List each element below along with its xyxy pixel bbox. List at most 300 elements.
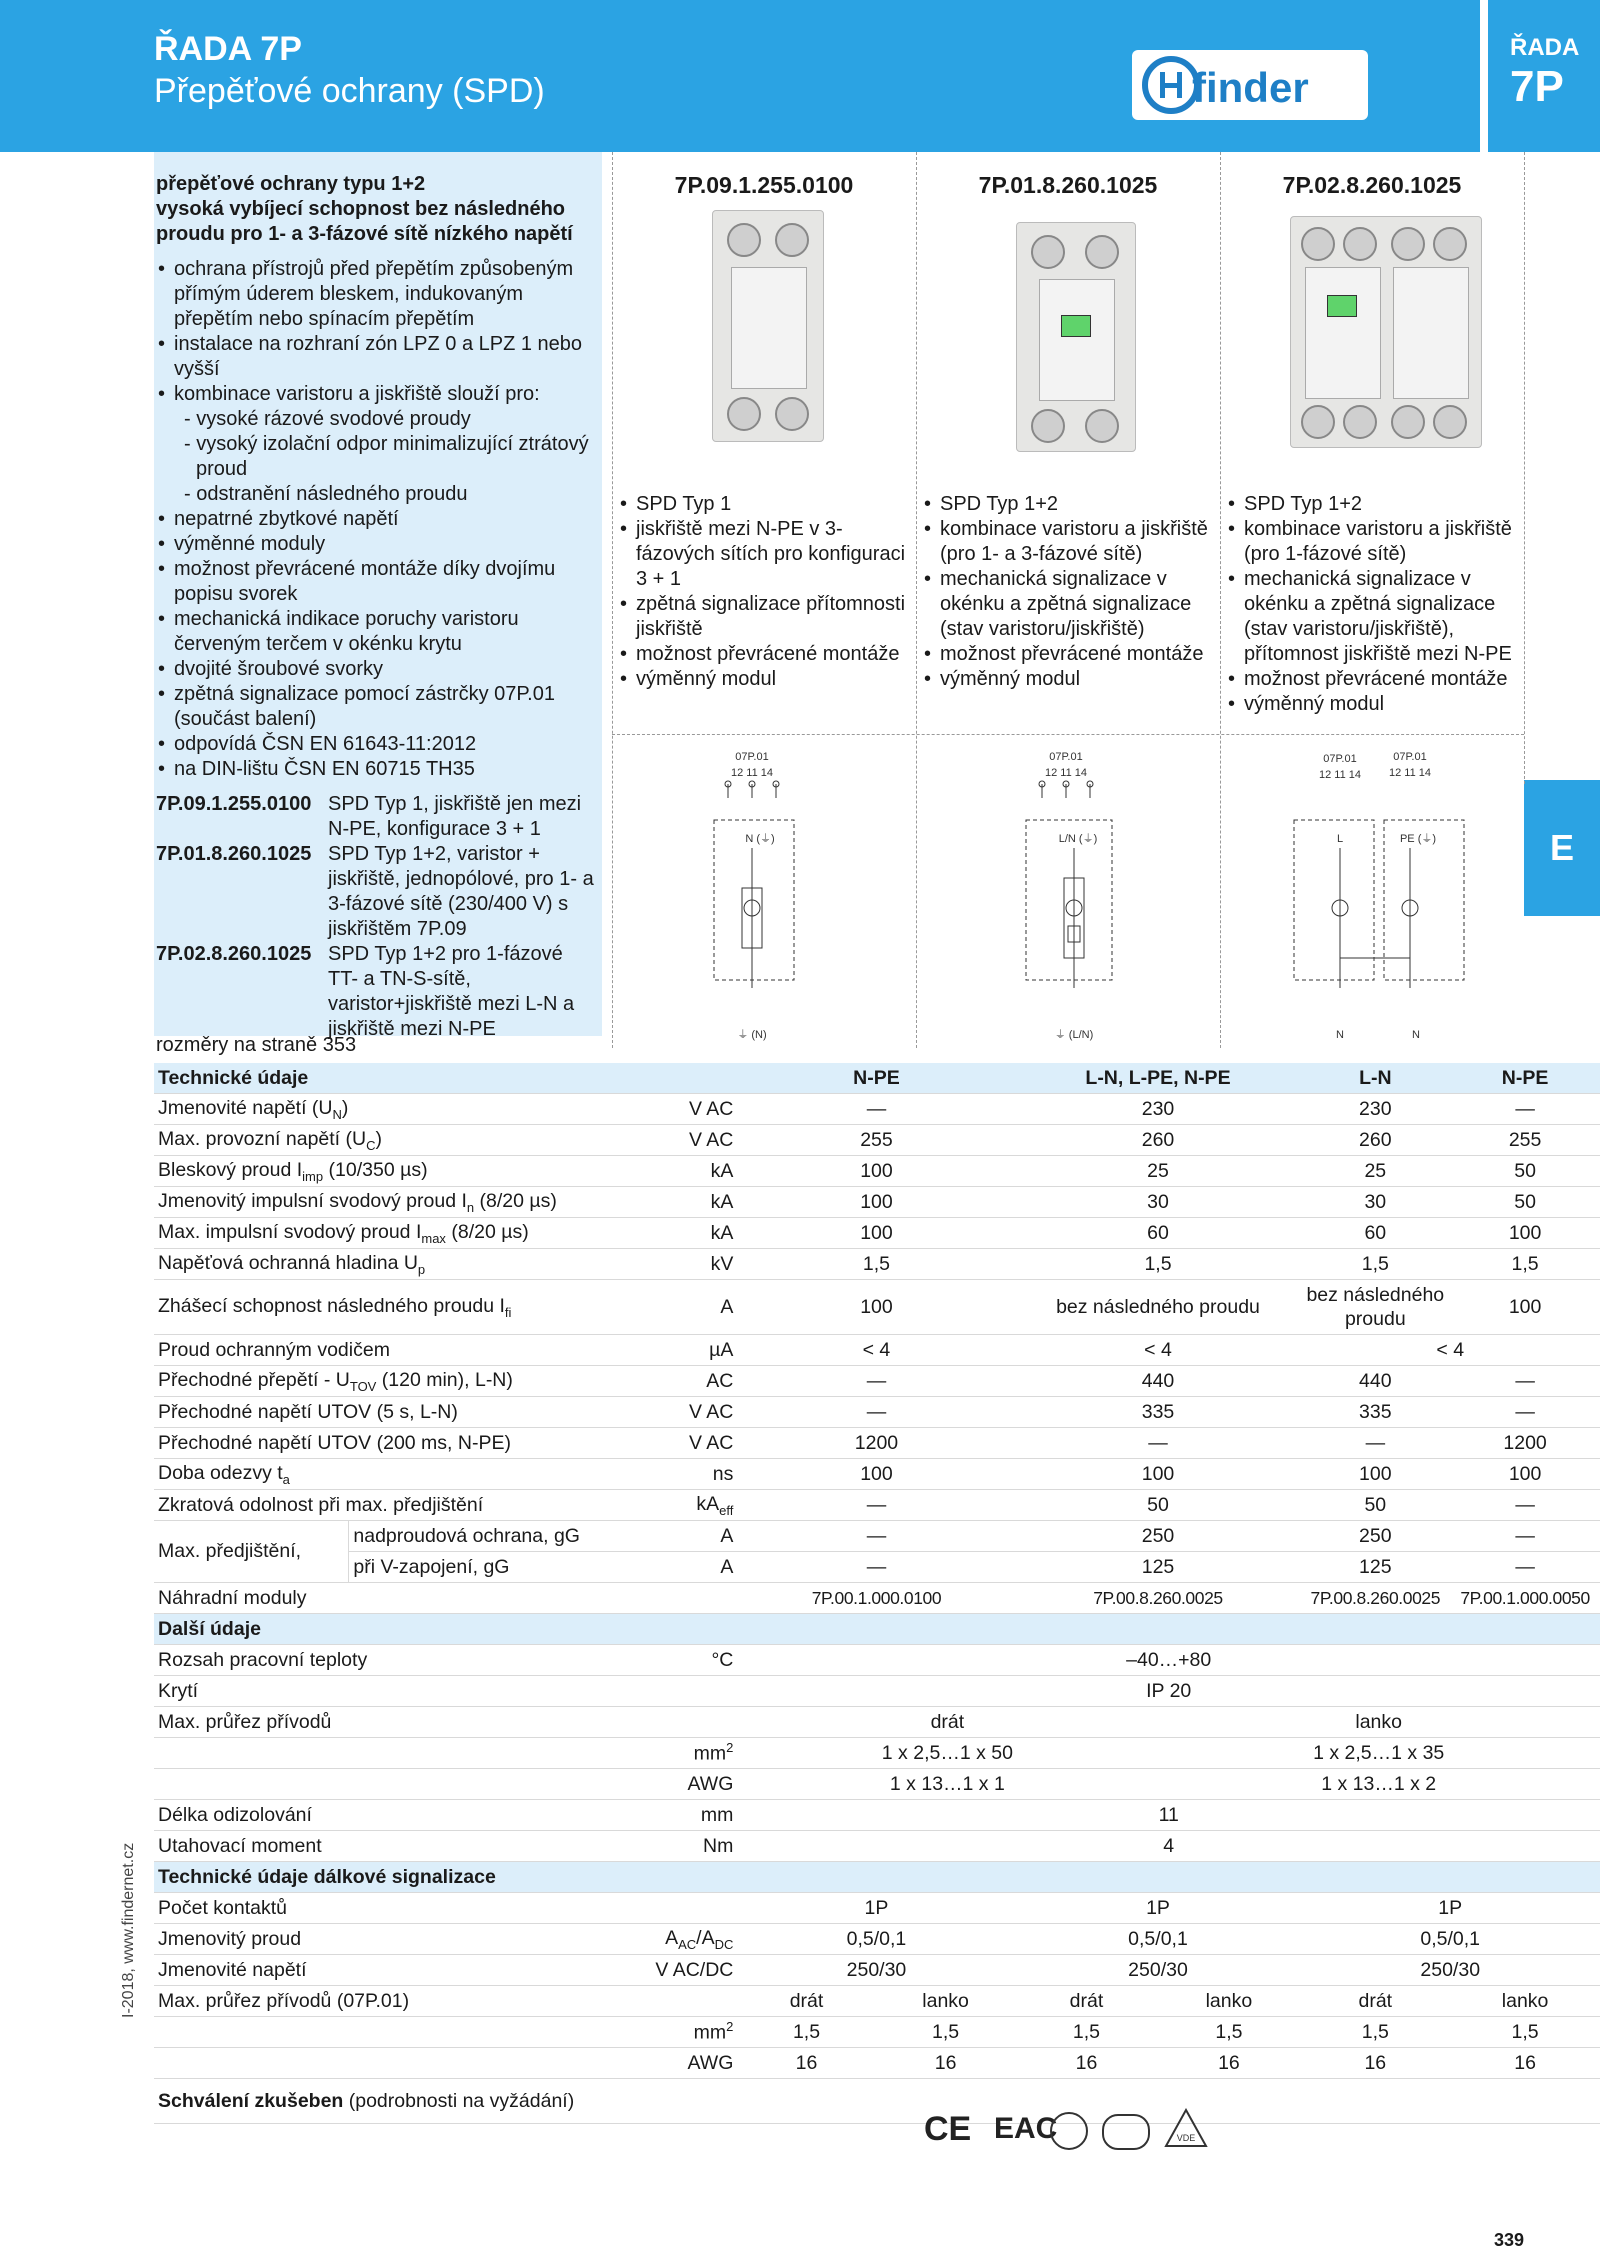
cell: 1,5 (1016, 1249, 1301, 1280)
row-unit: V AC (597, 1428, 737, 1459)
terminal-top-label: N (⏚) (745, 833, 775, 845)
contact-labels: 12 11 14 (730, 767, 774, 779)
cell: 11 (737, 1800, 1600, 1831)
product-desc: SPD Typ 1+2 pro 1-fázové TT- a TN-S-sítě, varistor+jiskřiště mezi L-N a jiskřiště mezi N-PE (328, 943, 575, 1040)
screw-icon (1085, 235, 1119, 269)
screw-icon (1031, 409, 1065, 443)
photo-label (1305, 267, 1381, 399)
cell: 250/30 (1016, 1955, 1301, 1986)
cell: 1,5 (1450, 2017, 1600, 2048)
cell: lanko (1157, 1707, 1600, 1738)
contact-labels: 12 11 14 (1044, 767, 1088, 779)
status-window-icon (1327, 295, 1357, 317)
cell: 1P (1016, 1893, 1301, 1924)
spec-row (154, 1552, 1600, 1583)
header-divider (1480, 0, 1488, 152)
plug-label: 07P.01 (1049, 751, 1083, 763)
cell: 100 (737, 1218, 1015, 1249)
row-unit: V AC (597, 1397, 737, 1428)
row-label: Max. předjištění, (154, 1521, 349, 1583)
cell: bez následného proudu (1300, 1280, 1450, 1335)
spec-row (154, 1490, 1600, 1521)
screw-icon (1301, 405, 1335, 439)
row-unit: V AC/DC (597, 1955, 737, 1986)
svg-text:VDE: VDE (1176, 2133, 1196, 2143)
row-unit: A (597, 1280, 737, 1335)
row-label: Utahovací moment (154, 1831, 597, 1862)
brand-name: finder (1192, 64, 1309, 111)
column-divider (916, 152, 917, 1048)
row-label: Rozsah pracovní teploty (154, 1645, 597, 1676)
terminal-bottom-label: N (1336, 1029, 1344, 1041)
row-label: Max. průřez přívodů (07P.01) (154, 1986, 737, 2017)
screw-icon (1085, 409, 1119, 443)
row-sublabel: nadproudová ochrana, gG (349, 1521, 597, 1552)
row-unit: kA (597, 1156, 737, 1187)
row-unit: µA (597, 1335, 737, 1366)
cell: — (1016, 1428, 1301, 1459)
vde-mark-icon (1164, 2108, 1208, 2148)
screw-icon (1391, 227, 1425, 261)
cell: 7P.00.8.260.0025 (1016, 1583, 1301, 1614)
spec-header-row (154, 1862, 1600, 1893)
cell: 100 (1016, 1459, 1301, 1490)
spec-row (154, 1249, 1600, 1280)
cell: 25 (1016, 1156, 1301, 1187)
row-label: Počet kontaktů (154, 1893, 737, 1924)
intro-bullet: • možnost převrácené montáže díky dvojímu popisu svorek (156, 557, 596, 607)
intro-bullet: • dvojité šroubové svorky (156, 657, 596, 682)
intro-bullet: • nepatrné zbytkové napětí (156, 507, 596, 532)
spec-row (154, 1428, 1600, 1459)
row-unit: $mm^2$ (597, 1738, 737, 1769)
cell: 1200 (1450, 1428, 1600, 1459)
cell: 1,5 (876, 2017, 1016, 2048)
intro-bullet: • instalace na rozhraní zón LPZ 0 a LPZ 1 nebo vyšší (156, 332, 596, 382)
photo-label (1393, 267, 1469, 399)
intro-product (156, 942, 596, 1042)
spec-row (154, 1366, 1600, 1397)
cell: 1,5 (1300, 1249, 1450, 1280)
photo-label (1039, 279, 1115, 401)
screw-icon (1343, 405, 1377, 439)
spec-row (154, 1094, 1600, 1125)
spec-row (154, 1156, 1600, 1187)
row-unit: AWG (597, 2048, 737, 2079)
feature-item: • mechanická signalizace v okénku a zpětná signalizace (stav varistoru/jiskřiště) (922, 567, 1218, 642)
row-label: Náhradní moduly (154, 1583, 737, 1614)
column-divider (612, 152, 613, 1048)
eac-mark-icon: EAC (994, 2112, 1058, 2145)
cell: — (1450, 1094, 1600, 1125)
product-desc: SPD Typ 1+2, varistor + jiskřiště, jednopólové, pro 1- a 3-fázové sítě (230/400 V) s jiskřištěm 7P.09 (328, 843, 594, 940)
spec-row (154, 1955, 1600, 1986)
column-divider (1524, 152, 1525, 784)
wiring-diagram-col3 (1280, 748, 1480, 1048)
cell: 250 (1300, 1521, 1450, 1552)
row-unit: ns (597, 1459, 737, 1490)
features-col3 (1226, 492, 1522, 717)
spec-row (154, 1583, 1600, 1614)
cell: 4 (737, 1831, 1600, 1862)
spec-header-row (154, 1063, 1600, 1094)
col-head: N-PE (1450, 1063, 1600, 1094)
product-desc: SPD Typ 1, jiskřiště jen mezi N-PE, konfigurace 3 + 1 (328, 793, 582, 840)
cell: 50 (1450, 1156, 1600, 1187)
intro-subitem: - vysoký izolační odpor minimalizující ztrátový proud (184, 433, 589, 480)
screw-icon (1031, 235, 1065, 269)
dimensions-note: rozměry na straně 353 (156, 1034, 357, 1056)
cell: 50 (1300, 1490, 1450, 1521)
cell: 230 (1016, 1094, 1301, 1125)
feature-item: • výměnný modul (1226, 692, 1522, 717)
cell: 100 (1450, 1459, 1600, 1490)
feature-item: • kombinace varistoru a jiskřiště (pro 1-fázové sítě) (1226, 517, 1522, 567)
cell: 50 (1016, 1490, 1301, 1521)
row-label: Jmenovité napětí (154, 1955, 597, 1986)
row-label: Zhášecí schopnost následného proudu $I_{fi}$ (154, 1280, 597, 1335)
feature-item: • zpětná signalizace přítomnosti jiskřiště (618, 592, 908, 642)
cell: 100 (737, 1280, 1015, 1335)
section-title: Technické údaje (154, 1063, 737, 1094)
row-label: Jmenovitý proud (154, 1924, 597, 1955)
row-label (154, 2048, 597, 2079)
feature-item: • výměnný modul (618, 667, 908, 692)
cell: 100 (1450, 1280, 1600, 1335)
cell: 60 (1016, 1218, 1301, 1249)
plug-label: 07P.01 (1393, 751, 1427, 763)
section-title: Další údaje (154, 1614, 1600, 1645)
feature-item: • jiskřiště mezi N-PE v 3-fázových sítích pro konfiguraci 3 + 1 (618, 517, 908, 592)
intro-subitem: - vysoké rázové svodové proudy (184, 408, 471, 430)
cell: –40…+80 (737, 1645, 1600, 1676)
ce-mark-icon: CE (924, 2110, 972, 2148)
cell: < 4 (1300, 1335, 1600, 1366)
row-label (154, 2017, 597, 2048)
row-unit: V AC (597, 1125, 737, 1156)
cert-seal-icon (1050, 2112, 1088, 2150)
row-unit: A (597, 1521, 737, 1552)
features-col1 (618, 492, 908, 692)
row-label: Bleskový proud $I_{imp}$ (10/350 µs) (154, 1156, 597, 1187)
cell: 1200 (737, 1428, 1015, 1459)
product-code-col2: 7P.01.8.260.1025 (978, 172, 1158, 198)
cell: 50 (1450, 1187, 1600, 1218)
screw-icon (1391, 405, 1425, 439)
row-label: Doba odezvy $t_a$ (154, 1459, 597, 1490)
intro-bullet: • výměnné moduly (156, 532, 596, 557)
cell: 1,5 (1450, 1249, 1600, 1280)
spec-row (154, 1335, 1600, 1366)
cell: 440 (1300, 1366, 1450, 1397)
intro-product (156, 792, 596, 842)
row-unit: $kA_{eff}$ (597, 1490, 737, 1521)
cell: 250/30 (737, 1955, 1015, 1986)
spec-row (154, 1831, 1600, 1862)
cell: — (1450, 1366, 1600, 1397)
product-photo-col2 (1016, 222, 1136, 452)
cell: 30 (1300, 1187, 1450, 1218)
features-col2 (922, 492, 1218, 692)
cell: 1,5 (737, 1249, 1015, 1280)
row-label: Přechodné napětí UTOV (5 s, L-N) (154, 1397, 597, 1428)
feature-item: • možnost převrácené montáže (618, 642, 908, 667)
cell: 7P.00.1.000.0050 (1450, 1583, 1600, 1614)
screw-icon (727, 397, 761, 431)
cell: — (737, 1552, 1015, 1583)
cell: drát (1300, 1986, 1450, 2017)
row-unit: $mm^2$ (597, 2017, 737, 2048)
cell: < 4 (737, 1335, 1015, 1366)
cell: — (1300, 1428, 1450, 1459)
cell: 16 (1016, 2048, 1158, 2079)
section-tab: E (1524, 780, 1600, 916)
spec-row (154, 2079, 1600, 2124)
cell: 125 (1016, 1552, 1301, 1583)
col-head: N-PE (737, 1063, 1015, 1094)
cell: — (1450, 1490, 1600, 1521)
row-unit: A (597, 1552, 737, 1583)
series-title: ŘADA 7P (154, 30, 302, 68)
row-label: Krytí (154, 1676, 737, 1707)
spec-row (154, 1893, 1600, 1924)
spec-row (154, 1125, 1600, 1156)
cell: 100 (737, 1459, 1015, 1490)
cell: 16 (1300, 2048, 1450, 2079)
spec-row (154, 1459, 1600, 1490)
section-title: Technické údaje dálkové signalizace (154, 1862, 1600, 1893)
intro-bullet: • mechanická indikace poruchy varistoru červeným terčem v okénku krytu (156, 607, 596, 657)
cell: 100 (737, 1156, 1015, 1187)
cell: lanko (1157, 1986, 1300, 2017)
cell: 1 x 13…1 x 2 (1157, 1769, 1600, 1800)
feature-item: • mechanická signalizace v okénku a zpětná signalizace (stav varistoru/jiskřiště), přítomnost jiskřiště mezi N-PE (1226, 567, 1522, 667)
photo-label (731, 267, 807, 389)
product-photo-col3 (1290, 216, 1482, 448)
feature-item: • SPD Typ 1+2 (1226, 492, 1522, 517)
row-unit: $A_{AC}/A_{DC}$ (597, 1924, 737, 1955)
cell: drát (737, 1707, 1157, 1738)
product-code: 7P.01.8.260.1025 (156, 843, 312, 865)
cell: 230 (1300, 1094, 1450, 1125)
cell: — (737, 1397, 1015, 1428)
screw-icon (775, 223, 809, 257)
cell: 16 (737, 2048, 875, 2079)
spec-row (154, 1280, 1600, 1335)
cell: lanko (1450, 1986, 1600, 2017)
row-unit: mm (597, 1800, 737, 1831)
cell: — (737, 1521, 1015, 1552)
intro-bullet: • kombinace varistoru a jiskřiště slouží pro: (156, 382, 596, 407)
row-divider (612, 734, 1524, 735)
cell: 1,5 (1157, 2017, 1300, 2048)
screw-icon (727, 223, 761, 257)
cell: — (737, 1490, 1015, 1521)
spec-row (154, 1986, 1600, 2017)
spec-header-row (154, 1614, 1600, 1645)
wiring-diagram-col1 (700, 748, 830, 1048)
plug-label: 07P.01 (1323, 753, 1357, 765)
cell: 335 (1016, 1397, 1301, 1428)
cell: 100 (737, 1187, 1015, 1218)
cell: 1P (1300, 1893, 1600, 1924)
product-code-col1: 7P.09.1.255.0100 (674, 172, 854, 198)
spec-row (154, 1676, 1600, 1707)
intro-bullet: • na DIN-lištu ČSN EN 60715 TH35 (156, 757, 596, 782)
terminal-bottom-label: N (1412, 1029, 1420, 1041)
spec-row (154, 1738, 1600, 1769)
col-head: L-N (1300, 1063, 1450, 1094)
intro-bullet: • odpovídá ČSN EN 61643-11:2012 (156, 732, 596, 757)
cell: — (1450, 1397, 1600, 1428)
cell: 16 (1450, 2048, 1600, 2079)
intro-product (156, 842, 596, 942)
terminal-top-label: PE (⏚) (1399, 833, 1437, 845)
row-label: Max. provozní napětí $(U_C)$ (154, 1125, 597, 1156)
cell: 1,5 (1016, 2017, 1158, 2048)
row-unit: V AC (597, 1094, 737, 1125)
cell: bez následného proudu (1016, 1280, 1301, 1335)
cell: drát (1016, 1986, 1158, 2017)
spec-row (154, 1218, 1600, 1249)
cell: 30 (1016, 1187, 1301, 1218)
page-subtitle: Přepěťové ochrany (SPD) (154, 72, 545, 110)
status-window-icon (1061, 315, 1091, 337)
cell: 0,5/0,1 (1016, 1924, 1301, 1955)
spec-row (154, 1707, 1600, 1738)
product-code-col3: 7P.02.8.260.1025 (1282, 172, 1462, 198)
spec-row (154, 2048, 1600, 2079)
feature-item: • SPD Typ 1+2 (922, 492, 1218, 517)
feature-item: • SPD Typ 1 (618, 492, 908, 517)
spec-row (154, 1924, 1600, 1955)
spec-table (154, 1063, 1600, 2124)
cell: 60 (1300, 1218, 1450, 1249)
product-photo-col1 (712, 210, 824, 442)
cell: 260 (1016, 1125, 1301, 1156)
feature-item: • možnost převrácené montáže (922, 642, 1218, 667)
pct-mark-icon (1102, 2114, 1150, 2150)
cell: 7P.00.8.260.0025 (1300, 1583, 1450, 1614)
product-code: 7P.09.1.255.0100 (156, 793, 312, 815)
screw-icon (1433, 405, 1467, 439)
cell: < 4 (1016, 1335, 1301, 1366)
cell: 100 (1450, 1218, 1600, 1249)
feature-item: • kombinace varistoru a jiskřiště (pro 1- a 3-fázové sítě) (922, 517, 1218, 567)
approval-label: Schválení zkušeben (podrobnosti na vyžádání) (154, 2079, 737, 2124)
cell: 100 (1300, 1459, 1450, 1490)
cell: 16 (1157, 2048, 1300, 2079)
cell: 440 (1016, 1366, 1301, 1397)
cell: 260 (1300, 1125, 1450, 1156)
cell: 7P.00.1.000.0100 (737, 1583, 1015, 1614)
cell: 1,5 (1300, 2017, 1450, 2048)
feature-item: • výměnný modul (922, 667, 1218, 692)
cell: 125 (1300, 1552, 1450, 1583)
row-label: Max. průřez přívodů (154, 1707, 737, 1738)
spec-row (154, 1800, 1600, 1831)
cell: 0,5/0,1 (1300, 1924, 1600, 1955)
terminal-bottom-label: ⏚ (L/N) (1054, 1029, 1094, 1041)
spec-row (154, 1769, 1600, 1800)
product-code: 7P.02.8.260.1025 (156, 943, 312, 965)
contact-labels: 12 11 14 (1318, 769, 1362, 781)
row-unit: kA (597, 1218, 737, 1249)
col-head: L-N, L-PE, N-PE (1016, 1063, 1301, 1094)
row-unit: kA (597, 1187, 737, 1218)
row-label: Max. impulsní svodový proud $I_{max}$ (8/20 µs) (154, 1218, 597, 1249)
terminal-top-label: L (1336, 833, 1344, 845)
row-unit: AC (597, 1366, 737, 1397)
plug-label: 07P.01 (735, 751, 769, 763)
cell: 255 (1450, 1125, 1600, 1156)
cell: 255 (737, 1125, 1015, 1156)
cell: drát (737, 1986, 875, 2017)
spec-row (154, 1187, 1600, 1218)
cell: 1 x 2,5…1 x 50 (737, 1738, 1157, 1769)
tab-series-big: 7P (1510, 62, 1564, 111)
terminal-bottom-label: ⏚ (N) (737, 1029, 767, 1041)
cell: — (1450, 1521, 1600, 1552)
feature-item: • možnost převrácené montáže (1226, 667, 1522, 692)
wiring-diagram-col2 (1010, 748, 1140, 1048)
cell: 1,5 (737, 2017, 875, 2048)
intro-subitem: - odstranění následného proudu (184, 483, 468, 505)
column-divider (1220, 152, 1221, 1048)
intro-heading: přepěťové ochrany typu 1+2 vysoká vybíjecí schopnost bez následného proudu pro 1- a 3-fázové sítě nízkého napětí (156, 173, 573, 245)
row-label: Přechodné přepětí - $U_{TOV}$ (120 min), L-N) (154, 1366, 597, 1397)
intro-text (156, 172, 596, 1042)
row-unit: kV (597, 1249, 737, 1280)
row-label (154, 1769, 597, 1800)
cell: — (737, 1366, 1015, 1397)
spec-row (154, 1521, 1600, 1552)
cell: 1P (737, 1893, 1015, 1924)
row-label (154, 1738, 597, 1769)
cell: 16 (876, 2048, 1016, 2079)
screw-icon (1301, 227, 1335, 261)
cell: — (1450, 1552, 1600, 1583)
cell: 1 x 13…1 x 1 (737, 1769, 1157, 1800)
spec-row (154, 1397, 1600, 1428)
row-label: Jmenovitý impulsní svodový proud $I_n$ (8/20 µs) (154, 1187, 597, 1218)
intro-bullet: • ochrana přístrojů před přepětím způsobeným přímým úderem bleskem, indukovaným přepětím nebo spínacím přepětím (156, 257, 596, 332)
row-label: Zkratová odolnost při max. předjištění (154, 1490, 597, 1521)
screw-icon (1343, 227, 1377, 261)
cell: 0,5/0,1 (737, 1924, 1015, 1955)
contact-labels: 12 11 14 (1388, 767, 1432, 779)
row-unit: AWG (597, 1769, 737, 1800)
row-label: Napěťová ochranná hladina $U_p$ (154, 1249, 597, 1280)
cell: 335 (1300, 1397, 1450, 1428)
side-note: I-2018, www.findernet.cz (120, 1842, 137, 2018)
cell: 250 (1016, 1521, 1301, 1552)
cell: 250/30 (1300, 1955, 1600, 1986)
cell: lanko (876, 1986, 1016, 2017)
row-unit: Nm (597, 1831, 737, 1862)
cell: 1 x 2,5…1 x 35 (1157, 1738, 1600, 1769)
screw-icon (775, 397, 809, 431)
tab-series-small: ŘADA (1510, 34, 1580, 61)
screw-icon (1433, 227, 1467, 261)
row-sublabel: při V-zapojení, gG (349, 1552, 597, 1583)
spec-row (154, 2017, 1600, 2048)
cell: — (737, 1094, 1015, 1125)
row-label: Délka odizolování (154, 1800, 597, 1831)
page-number: 339 (1494, 2230, 1525, 2250)
spec-row (154, 1645, 1600, 1676)
row-label: Jmenovité napětí $(U_N)$ (154, 1094, 597, 1125)
